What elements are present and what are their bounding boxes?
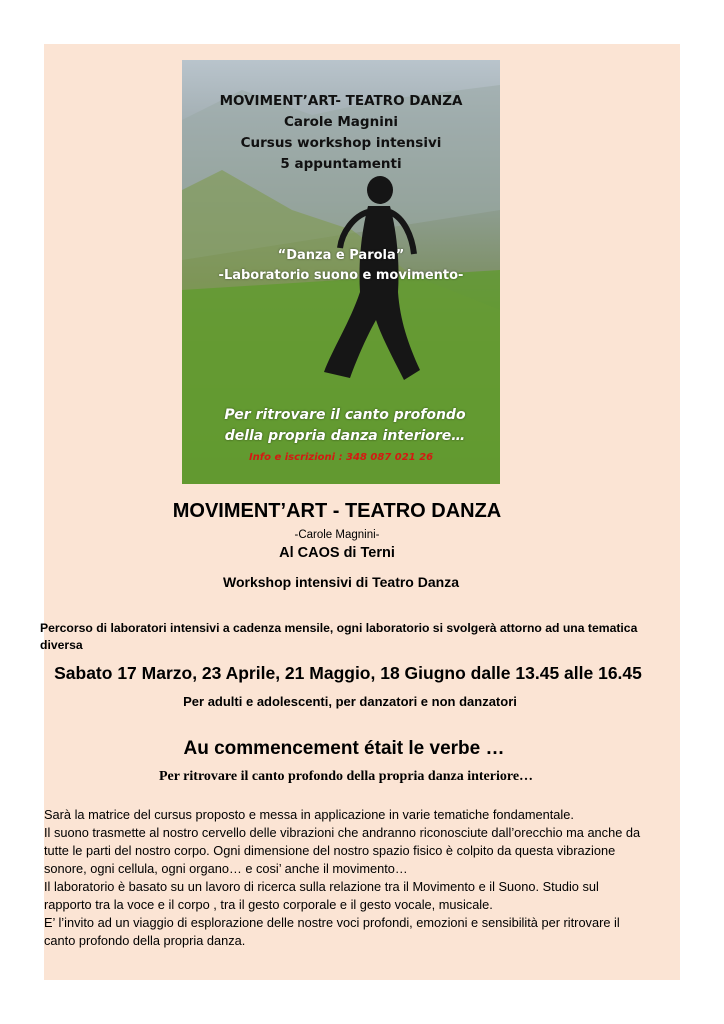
page-title: MOVIMENT’ART - TEATRO DANZA bbox=[172, 500, 502, 522]
body-line: canto profondo della propria danza. bbox=[44, 933, 246, 948]
body-paragraph bbox=[44, 806, 680, 950]
poster-subtitle bbox=[182, 246, 500, 286]
body-line: E’ l’invito ad un viaggio di esplorazione delle nostre voci profondi, emozioni e sensibilità per ritrovare il bbox=[44, 915, 620, 930]
poster-title bbox=[182, 91, 500, 175]
author-name: -Carole Magnini- bbox=[294, 529, 380, 541]
poster-title-line: Cursus workshop intensivi bbox=[240, 135, 442, 151]
poster-title-line: Carole Magnini bbox=[283, 114, 399, 130]
audience-line: Per adulti e adolescenti, per danzatori e non danzatori bbox=[183, 694, 517, 709]
body-line: rapporto tra la voce e il corpo , tra il gesto corporale e il gesto vocale, musicale. bbox=[44, 897, 493, 912]
dates-line: Sabato 17 Marzo, 23 Aprile, 21 Maggio, 18 Giugno dalle 13.45 alle 16.45 bbox=[54, 663, 642, 683]
poster-tagline bbox=[182, 405, 500, 447]
poster-tagline-line: Per ritrovare il canto profondo bbox=[224, 407, 466, 423]
poster-tagline-line: della propria danza interiore… bbox=[224, 428, 466, 444]
poster-info-line: Info e iscrizioni : 348 087 021 26 bbox=[248, 452, 434, 463]
section-title: Au commencement était le verbe … bbox=[183, 738, 505, 759]
body-line: Il laboratorio è basato su un lavoro di ricerca sulla relazione tra il Movimento e il Suono. Studio sul bbox=[44, 879, 599, 894]
poster-title-line: 5 appuntamenti bbox=[280, 156, 402, 172]
body-line: Sarà la matrice del cursus proposto e messa in applicazione in varie tematiche fondamentale. bbox=[44, 807, 574, 822]
poster-subtitle-line: -Laboratorio suono e movimento- bbox=[218, 268, 464, 283]
poster-title-line: MOVIMENT’ART- TEATRO DANZA bbox=[219, 93, 463, 109]
poster-subtitle-line: “Danza e Parola” bbox=[277, 248, 405, 263]
section-subtitle: Per ritrovare il canto profondo della propria danza interiore… bbox=[158, 769, 534, 784]
workshop-heading: Workshop intensivi di Teatro Danza bbox=[223, 574, 459, 590]
body-line: sonore, ogni cellula, ogni organo… e cosi’ anche il movimento… bbox=[44, 861, 408, 876]
body-line: Il suono trasmette al nostro cervello delle vibrazioni che andranno riconosciute dall’orecchio ma anche da bbox=[44, 825, 641, 840]
poster-image bbox=[182, 60, 500, 484]
intro-paragraph: Percorso di laboratori intensivi a cadenza mensile, ogni laboratorio si svolgerà attorno ad una tematica diversa bbox=[40, 621, 638, 652]
body-line: tutte le parti del nostro corpo. Ogni dimensione del nostro spazio fisico è colpito da questa vibrazione bbox=[44, 843, 616, 858]
venue-text: Al CAOS di Terni bbox=[279, 545, 395, 561]
